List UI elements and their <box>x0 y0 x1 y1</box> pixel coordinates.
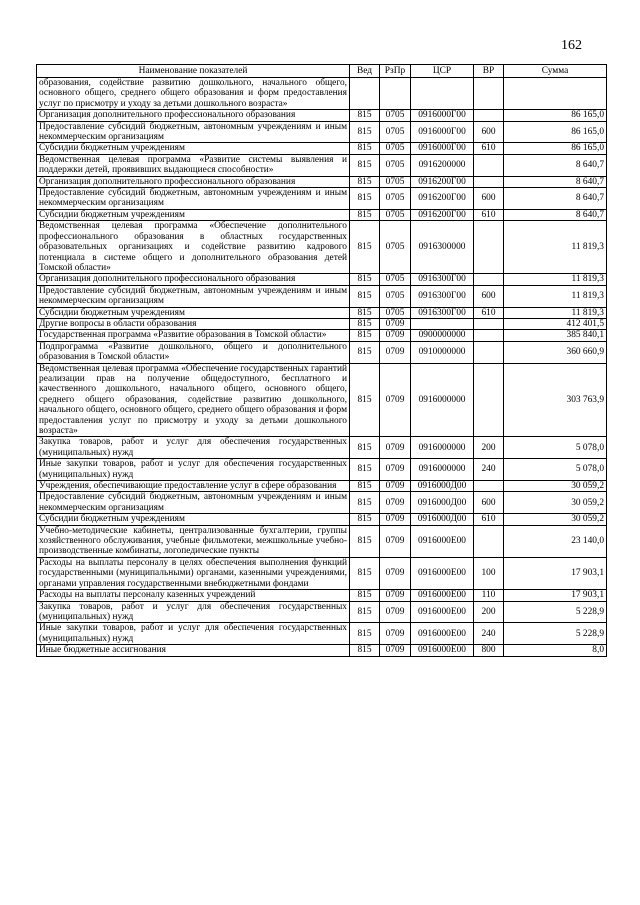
table-row <box>37 557 607 589</box>
table-row <box>37 590 607 601</box>
cell-name: Подпрограмма «Развитие дошкольного, общего и дополнительного образования в Томской области» <box>37 341 350 363</box>
cell-name: Закупка товаров, работ и услуг для обеспечения государственных (муниципальных) нужд <box>37 437 350 459</box>
cell-ved: 815 <box>350 645 380 656</box>
cell-vr: 240 <box>474 459 504 481</box>
cell-name: Расходы на выплаты персоналу в целях обеспечения выполнения функций государственными (муниципальными) органами, казенными учреждениями, органами управления государственными внебюджетными фондами <box>37 557 350 589</box>
cell-rzpr: 0709 <box>380 557 411 589</box>
cell-sum: 30 059,2 <box>504 514 607 525</box>
table-row <box>37 143 607 154</box>
cell-csr: 0916000Е00 <box>411 645 474 656</box>
cell-csr: 0916000Г00 <box>411 121 474 143</box>
cell-vr <box>474 176 504 187</box>
cell-csr: 0916000000 <box>411 437 474 459</box>
table-row <box>37 78 607 110</box>
cell-vr <box>474 274 504 285</box>
cell-ved: 815 <box>350 525 380 557</box>
header-rzpr: РзПр <box>380 65 411 78</box>
cell-vr <box>474 481 504 492</box>
cell-ved: 815 <box>350 285 380 307</box>
table-row <box>37 318 607 329</box>
cell-rzpr: 0705 <box>380 285 411 307</box>
table-row <box>37 514 607 525</box>
cell-ved: 815 <box>350 481 380 492</box>
cell-name: Субсидии бюджетным учреждениям <box>37 514 350 525</box>
cell-rzpr: 0709 <box>380 514 411 525</box>
cell-ved: 815 <box>350 110 380 121</box>
cell-name: Организация дополнительного профессионального образования <box>37 176 350 187</box>
table-row <box>37 121 607 143</box>
cell-rzpr: 0709 <box>380 318 411 329</box>
cell-rzpr: 0709 <box>380 492 411 514</box>
cell-ved: 815 <box>350 623 380 645</box>
cell-ved: 815 <box>350 121 380 143</box>
cell-vr <box>474 525 504 557</box>
cell-vr <box>474 110 504 121</box>
cell-rzpr: 0705 <box>380 143 411 154</box>
cell-vr: 610 <box>474 307 504 318</box>
table-row <box>37 209 607 220</box>
cell-name: Закупка товаров, работ и услуг для обеспечения государственных (муниципальных) нужд <box>37 601 350 623</box>
cell-rzpr: 0705 <box>380 221 411 274</box>
cell-ved: 815 <box>350 459 380 481</box>
cell-ved: 815 <box>350 492 380 514</box>
cell-rzpr: 0705 <box>380 274 411 285</box>
table-row <box>37 645 607 656</box>
cell-rzpr: 0709 <box>380 590 411 601</box>
table-row <box>37 492 607 514</box>
cell-sum: 30 059,2 <box>504 492 607 514</box>
cell-ved: 815 <box>350 221 380 274</box>
table-row <box>37 221 607 274</box>
cell-name: образования, содействие развитию дошкольного, начального общего, основного общего, среднего общего образования и форм предоставления услуг по присмотру и уходу за детьми дошкольного возраста» <box>37 78 350 110</box>
cell-csr: 0916200Г00 <box>411 176 474 187</box>
cell-rzpr: 0709 <box>380 623 411 645</box>
cell-name: Предоставление субсидий бюджетным, автономным учреждениям и иным некоммерческим организациям <box>37 492 350 514</box>
cell-ved: 815 <box>350 176 380 187</box>
cell-rzpr: 0705 <box>380 307 411 318</box>
cell-sum: 86 165,0 <box>504 110 607 121</box>
cell-csr: 0916300Г00 <box>411 285 474 307</box>
cell-rzpr <box>380 78 411 110</box>
cell-csr <box>411 78 474 110</box>
cell-csr: 0916200000 <box>411 154 474 176</box>
cell-rzpr: 0709 <box>380 437 411 459</box>
cell-rzpr: 0709 <box>380 645 411 656</box>
cell-vr <box>474 154 504 176</box>
cell-rzpr: 0709 <box>380 330 411 341</box>
cell-vr <box>474 221 504 274</box>
budget-table <box>36 64 607 657</box>
cell-sum: 30 059,2 <box>504 481 607 492</box>
cell-sum: 11 819,3 <box>504 285 607 307</box>
cell-rzpr: 0709 <box>380 481 411 492</box>
cell-ved <box>350 78 380 110</box>
cell-name: Учреждения, обеспечивающие предоставление услуг в сфере образования <box>37 481 350 492</box>
cell-name: Ведомственная целевая программа «Обеспечение дополнительного профессионального образования в областных государственных образовательных организациях и содействие развитию кадрового потенциала в системе общего и дополнительного образования детей Томской области» <box>37 221 350 274</box>
table-row <box>37 525 607 557</box>
cell-vr: 200 <box>474 601 504 623</box>
cell-csr: 0916000Г00 <box>411 143 474 154</box>
table-row <box>37 601 607 623</box>
cell-sum: 11 819,3 <box>504 274 607 285</box>
cell-sum: 23 140,0 <box>504 525 607 557</box>
cell-sum: 17 903,1 <box>504 557 607 589</box>
header-sum: Сумма <box>504 65 607 78</box>
cell-sum: 5 078,0 <box>504 459 607 481</box>
cell-sum: 17 903,1 <box>504 590 607 601</box>
cell-ved: 815 <box>350 274 380 285</box>
cell-vr <box>474 330 504 341</box>
cell-vr: 110 <box>474 590 504 601</box>
table-header-row <box>37 65 607 78</box>
cell-csr <box>411 318 474 329</box>
cell-ved: 815 <box>350 330 380 341</box>
cell-ved: 815 <box>350 557 380 589</box>
cell-name: Учебно-методические кабинеты, централизованные бухгалтерии, группы хозяйственного обслуживания, учебные фильмотеки, межшкольные учебно-производственные комбинаты, логопедические пункты <box>37 525 350 557</box>
cell-csr: 0916000Е00 <box>411 590 474 601</box>
cell-ved: 815 <box>350 307 380 318</box>
cell-csr: 0916000Г00 <box>411 110 474 121</box>
cell-csr: 0916000Е00 <box>411 601 474 623</box>
cell-vr: 240 <box>474 623 504 645</box>
cell-ved: 815 <box>350 143 380 154</box>
header-vr: ВР <box>474 65 504 78</box>
cell-rzpr: 0709 <box>380 341 411 363</box>
cell-sum: 412 401,5 <box>504 318 607 329</box>
table-row <box>37 176 607 187</box>
cell-vr: 100 <box>474 557 504 589</box>
cell-sum: 5 228,9 <box>504 601 607 623</box>
cell-sum: 11 819,3 <box>504 221 607 274</box>
cell-sum: 86 165,0 <box>504 143 607 154</box>
table-row <box>37 330 607 341</box>
cell-csr: 0916200Г00 <box>411 188 474 210</box>
cell-csr: 0916000Е00 <box>411 557 474 589</box>
cell-sum: 11 819,3 <box>504 307 607 318</box>
cell-ved: 815 <box>350 209 380 220</box>
cell-csr: 0916000000 <box>411 459 474 481</box>
cell-ved: 815 <box>350 188 380 210</box>
table-row <box>37 341 607 363</box>
cell-ved: 815 <box>350 363 380 437</box>
table-row <box>37 188 607 210</box>
cell-ved: 815 <box>350 154 380 176</box>
cell-name: Предоставление субсидий бюджетным, автономным учреждениям и иным некоммерческим организациям <box>37 121 350 143</box>
cell-csr: 0916000Е00 <box>411 623 474 645</box>
header-ved: Вед <box>350 65 380 78</box>
table-row <box>37 110 607 121</box>
cell-name: Организация дополнительного профессионального образования <box>37 110 350 121</box>
cell-name: Другие вопросы в области образования <box>37 318 350 329</box>
cell-name: Расходы на выплаты персоналу казенных учреждений <box>37 590 350 601</box>
cell-rzpr: 0709 <box>380 601 411 623</box>
cell-name: Ведомственная целевая программа «Развитие системы выявления и поддержки детей, проявивших выдающиеся способности» <box>37 154 350 176</box>
cell-ved: 815 <box>350 514 380 525</box>
cell-ved: 815 <box>350 318 380 329</box>
cell-sum: 360 660,9 <box>504 341 607 363</box>
cell-vr: 610 <box>474 143 504 154</box>
cell-rzpr: 0709 <box>380 459 411 481</box>
cell-sum: 303 763,9 <box>504 363 607 437</box>
cell-csr: 0916000Д00 <box>411 514 474 525</box>
cell-sum: 5 228,9 <box>504 623 607 645</box>
cell-ved: 815 <box>350 341 380 363</box>
cell-rzpr: 0705 <box>380 176 411 187</box>
table-row <box>37 274 607 285</box>
cell-sum: 8 640,7 <box>504 154 607 176</box>
cell-sum: 8 640,7 <box>504 176 607 187</box>
cell-sum: 8 640,7 <box>504 209 607 220</box>
table-row <box>37 437 607 459</box>
cell-rzpr: 0705 <box>380 209 411 220</box>
cell-csr: 0916300Г00 <box>411 307 474 318</box>
cell-sum: 385 840,1 <box>504 330 607 341</box>
table-row <box>37 285 607 307</box>
cell-rzpr: 0705 <box>380 110 411 121</box>
cell-csr: 0900000000 <box>411 330 474 341</box>
cell-vr <box>474 318 504 329</box>
cell-csr: 0916000Д00 <box>411 492 474 514</box>
header-name: Наименование показателей <box>37 65 350 78</box>
cell-name: Иные закупки товаров, работ и услуг для обеспечения государственных (муниципальных) нужд <box>37 459 350 481</box>
cell-vr <box>474 341 504 363</box>
cell-name: Предоставление субсидий бюджетным, автономным учреждениям и иным некоммерческим организациям <box>37 285 350 307</box>
cell-rzpr: 0709 <box>380 525 411 557</box>
cell-csr: 0916300Г00 <box>411 274 474 285</box>
cell-sum <box>504 78 607 110</box>
cell-vr: 610 <box>474 514 504 525</box>
table-row <box>37 307 607 318</box>
cell-csr: 0916300000 <box>411 221 474 274</box>
cell-vr <box>474 78 504 110</box>
page-number: 162 <box>561 38 582 53</box>
table-row <box>37 481 607 492</box>
cell-name: Государственная программа «Развитие образования в Томской области» <box>37 330 350 341</box>
cell-csr: 0916000000 <box>411 363 474 437</box>
cell-name: Субсидии бюджетным учреждениям <box>37 143 350 154</box>
cell-rzpr: 0709 <box>380 363 411 437</box>
cell-csr: 0916200Г00 <box>411 209 474 220</box>
cell-vr: 800 <box>474 645 504 656</box>
cell-vr: 610 <box>474 209 504 220</box>
cell-rzpr: 0705 <box>380 188 411 210</box>
cell-vr: 600 <box>474 492 504 514</box>
cell-ved: 815 <box>350 590 380 601</box>
cell-vr: 200 <box>474 437 504 459</box>
cell-name: Организация дополнительного профессионального образования <box>37 274 350 285</box>
cell-rzpr: 0705 <box>380 121 411 143</box>
cell-ved: 815 <box>350 601 380 623</box>
cell-rzpr: 0705 <box>380 154 411 176</box>
cell-vr <box>474 363 504 437</box>
cell-sum: 8,0 <box>504 645 607 656</box>
cell-vr: 600 <box>474 188 504 210</box>
header-csr: ЦСР <box>411 65 474 78</box>
cell-csr: 0916000Д00 <box>411 481 474 492</box>
cell-name: Предоставление субсидий бюджетным, автономным учреждениям и иным некоммерческим организациям <box>37 188 350 210</box>
table-row <box>37 623 607 645</box>
table-row <box>37 363 607 437</box>
cell-name: Субсидии бюджетным учреждениям <box>37 209 350 220</box>
cell-sum: 8 640,7 <box>504 188 607 210</box>
table-row <box>37 459 607 481</box>
cell-name: Субсидии бюджетным учреждениям <box>37 307 350 318</box>
table-body <box>37 78 607 657</box>
cell-sum: 5 078,0 <box>504 437 607 459</box>
cell-csr: 0910000000 <box>411 341 474 363</box>
cell-name: Иные закупки товаров, работ и услуг для обеспечения государственных (муниципальных) нужд <box>37 623 350 645</box>
cell-vr: 600 <box>474 285 504 307</box>
cell-ved: 815 <box>350 437 380 459</box>
cell-sum: 86 165,0 <box>504 121 607 143</box>
cell-name: Иные бюджетные ассигнования <box>37 645 350 656</box>
table-row <box>37 154 607 176</box>
cell-name: Ведомственная целевая программа «Обеспечение государственных гарантий реализации прав на получение общедоступного, бесплатного и качественного дошкольного, начального общего, основного общего, среднего общего образования, содействие развитию дошкольного, начального общего, основного общего, среднего общего образования и форм предоставления услуг по присмотру и уходу за детьми дошкольного возраста» <box>37 363 350 437</box>
cell-csr: 0916000Е00 <box>411 525 474 557</box>
cell-vr: 600 <box>474 121 504 143</box>
